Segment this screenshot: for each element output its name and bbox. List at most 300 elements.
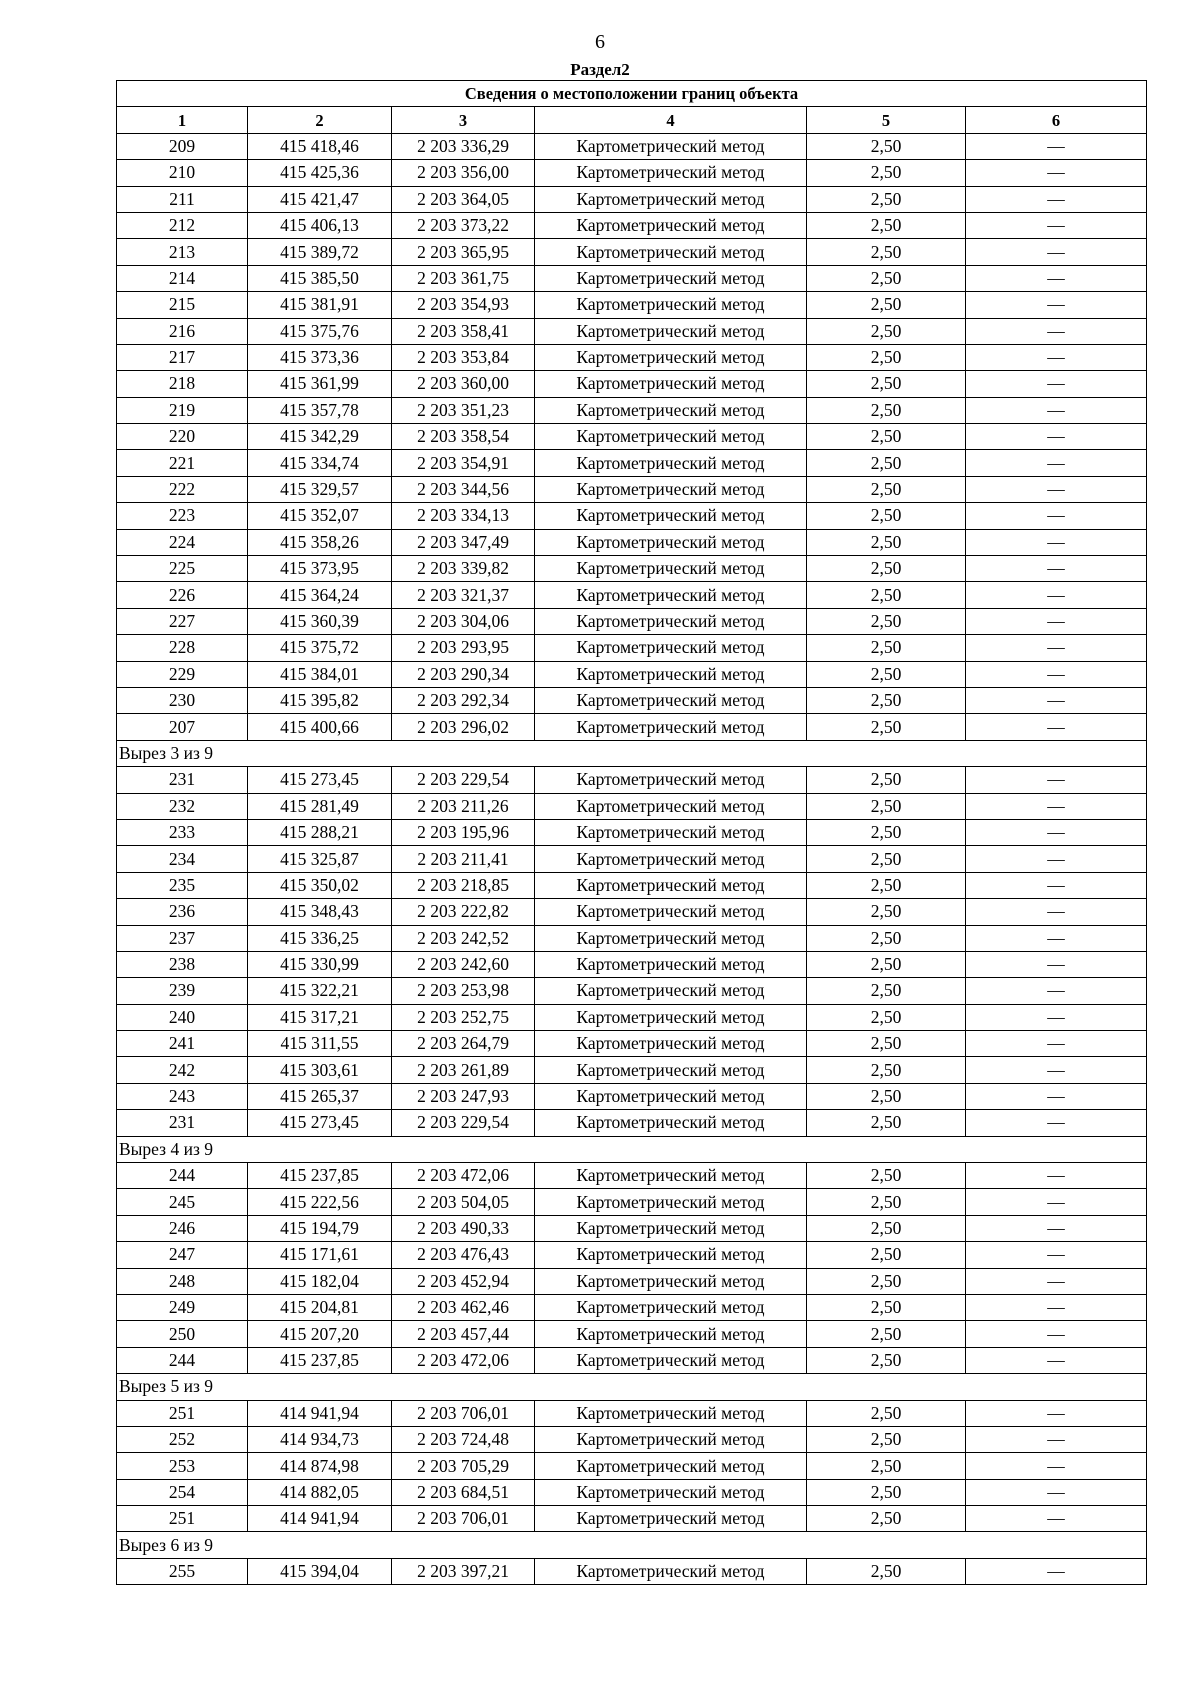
coordinate-x-cell: 414 882,05 bbox=[248, 1479, 392, 1505]
point-number-cell: 252 bbox=[117, 1426, 248, 1452]
table-row bbox=[117, 925, 1147, 951]
table-row bbox=[117, 476, 1147, 502]
table-row bbox=[117, 1189, 1147, 1215]
coordinate-y-cell: 2 203 724,48 bbox=[392, 1426, 535, 1452]
coordinate-y-cell: 2 203 253,98 bbox=[392, 978, 535, 1004]
coordinate-y-cell: 2 203 293,95 bbox=[392, 635, 535, 661]
coordinate-x-cell: 415 357,78 bbox=[248, 397, 392, 423]
accuracy-cell: 2,50 bbox=[807, 635, 966, 661]
coordinate-y-cell: 2 203 361,75 bbox=[392, 265, 535, 291]
point-number-cell: 250 bbox=[117, 1321, 248, 1347]
table-row bbox=[117, 635, 1147, 661]
coordinate-x-cell: 415 395,82 bbox=[248, 687, 392, 713]
accuracy-cell: 2,50 bbox=[807, 186, 966, 212]
coordinate-x-cell: 415 194,79 bbox=[248, 1215, 392, 1241]
coordinate-x-cell: 415 350,02 bbox=[248, 872, 392, 898]
method-cell: Картометрический метод bbox=[535, 978, 807, 1004]
coordinate-x-cell: 415 375,72 bbox=[248, 635, 392, 661]
point-number-cell: 226 bbox=[117, 582, 248, 608]
coordinate-x-cell: 415 281,49 bbox=[248, 793, 392, 819]
note-cell: — bbox=[966, 951, 1147, 977]
point-number-cell: 231 bbox=[117, 767, 248, 793]
table-row bbox=[117, 1215, 1147, 1241]
note-cell: — bbox=[966, 846, 1147, 872]
coordinate-y-cell: 2 203 195,96 bbox=[392, 819, 535, 845]
table-row bbox=[117, 819, 1147, 845]
method-cell: Картометрический метод bbox=[535, 371, 807, 397]
accuracy-cell: 2,50 bbox=[807, 899, 966, 925]
coordinate-y-cell: 2 203 356,00 bbox=[392, 160, 535, 186]
accuracy-cell: 2,50 bbox=[807, 661, 966, 687]
note-cell: — bbox=[966, 661, 1147, 687]
table-row bbox=[117, 1057, 1147, 1083]
method-cell: Картометрический метод bbox=[535, 1163, 807, 1189]
method-cell: Картометрический метод bbox=[535, 846, 807, 872]
coordinate-y-cell: 2 203 252,75 bbox=[392, 1004, 535, 1030]
coordinate-x-cell: 415 330,99 bbox=[248, 951, 392, 977]
point-number-cell: 223 bbox=[117, 503, 248, 529]
method-cell: Картометрический метод bbox=[535, 819, 807, 845]
coordinate-x-cell: 415 361,99 bbox=[248, 371, 392, 397]
coordinate-y-cell: 2 203 264,79 bbox=[392, 1031, 535, 1057]
method-cell: Картометрический метод bbox=[535, 608, 807, 634]
coordinate-x-cell: 415 418,46 bbox=[248, 133, 392, 159]
table-row bbox=[117, 1426, 1147, 1452]
point-number-cell: 229 bbox=[117, 661, 248, 687]
table-row bbox=[117, 424, 1147, 450]
method-cell: Картометрический метод bbox=[535, 1453, 807, 1479]
accuracy-cell: 2,50 bbox=[807, 371, 966, 397]
coordinate-y-cell: 2 203 490,33 bbox=[392, 1215, 535, 1241]
accuracy-cell: 2,50 bbox=[807, 556, 966, 582]
coordinate-y-cell: 2 203 353,84 bbox=[392, 344, 535, 370]
method-cell: Картометрический метод bbox=[535, 687, 807, 713]
note-cell: — bbox=[966, 424, 1147, 450]
accuracy-cell: 2,50 bbox=[807, 292, 966, 318]
note-cell: — bbox=[966, 1163, 1147, 1189]
method-cell: Картометрический метод bbox=[535, 635, 807, 661]
table-row bbox=[117, 714, 1147, 740]
note-cell: — bbox=[966, 318, 1147, 344]
coordinate-y-cell: 2 203 261,89 bbox=[392, 1057, 535, 1083]
coordinate-y-cell: 2 203 292,34 bbox=[392, 687, 535, 713]
accuracy-cell: 2,50 bbox=[807, 1558, 966, 1584]
method-cell: Картометрический метод bbox=[535, 1268, 807, 1294]
accuracy-cell: 2,50 bbox=[807, 503, 966, 529]
accuracy-cell: 2,50 bbox=[807, 344, 966, 370]
point-number-cell: 233 bbox=[117, 819, 248, 845]
coordinate-x-cell: 415 336,25 bbox=[248, 925, 392, 951]
coordinate-x-cell: 415 322,21 bbox=[248, 978, 392, 1004]
point-number-cell: 216 bbox=[117, 318, 248, 344]
method-cell: Картометрический метод bbox=[535, 239, 807, 265]
table-row bbox=[117, 951, 1147, 977]
table-row bbox=[117, 503, 1147, 529]
coordinate-y-cell: 2 203 684,51 bbox=[392, 1479, 535, 1505]
table-row bbox=[117, 1558, 1147, 1584]
point-number-cell: 225 bbox=[117, 556, 248, 582]
table-row bbox=[117, 687, 1147, 713]
note-cell: — bbox=[966, 714, 1147, 740]
column-number: 6 bbox=[966, 107, 1147, 133]
point-number-cell: 215 bbox=[117, 292, 248, 318]
table-row bbox=[117, 1110, 1147, 1136]
accuracy-cell: 2,50 bbox=[807, 793, 966, 819]
table-row bbox=[117, 1479, 1147, 1505]
note-cell: — bbox=[966, 1110, 1147, 1136]
note-cell: — bbox=[966, 1453, 1147, 1479]
note-cell: — bbox=[966, 582, 1147, 608]
accuracy-cell: 2,50 bbox=[807, 318, 966, 344]
accuracy-cell: 2,50 bbox=[807, 978, 966, 1004]
method-cell: Картометрический метод bbox=[535, 661, 807, 687]
table-row bbox=[117, 767, 1147, 793]
accuracy-cell: 2,50 bbox=[807, 1031, 966, 1057]
coordinate-x-cell: 415 317,21 bbox=[248, 1004, 392, 1030]
accuracy-cell: 2,50 bbox=[807, 1057, 966, 1083]
point-number-cell: 221 bbox=[117, 450, 248, 476]
coordinate-x-cell: 415 425,36 bbox=[248, 160, 392, 186]
table-row bbox=[117, 872, 1147, 898]
coordinate-x-cell: 414 874,98 bbox=[248, 1453, 392, 1479]
point-number-cell: 239 bbox=[117, 978, 248, 1004]
note-cell: — bbox=[966, 767, 1147, 793]
point-number-cell: 220 bbox=[117, 424, 248, 450]
point-number-cell: 244 bbox=[117, 1163, 248, 1189]
method-cell: Картометрический метод bbox=[535, 1506, 807, 1532]
method-cell: Картометрический метод bbox=[535, 1242, 807, 1268]
method-cell: Картометрический метод bbox=[535, 1426, 807, 1452]
coordinate-x-cell: 414 934,73 bbox=[248, 1426, 392, 1452]
point-number-cell: 238 bbox=[117, 951, 248, 977]
note-cell: — bbox=[966, 1558, 1147, 1584]
note-cell: — bbox=[966, 133, 1147, 159]
accuracy-cell: 2,50 bbox=[807, 819, 966, 845]
coordinate-y-cell: 2 203 457,44 bbox=[392, 1321, 535, 1347]
coordinate-y-cell: 2 203 397,21 bbox=[392, 1558, 535, 1584]
method-cell: Картометрический метод bbox=[535, 1189, 807, 1215]
table-row bbox=[117, 556, 1147, 582]
note-cell: — bbox=[966, 925, 1147, 951]
method-cell: Картометрический метод bbox=[535, 767, 807, 793]
coordinate-x-cell: 415 342,29 bbox=[248, 424, 392, 450]
coordinate-x-cell: 414 941,94 bbox=[248, 1506, 392, 1532]
method-cell: Картометрический метод bbox=[535, 476, 807, 502]
note-cell: — bbox=[966, 635, 1147, 661]
section-title: Раздел2 bbox=[570, 60, 630, 79]
note-cell: — bbox=[966, 1426, 1147, 1452]
method-cell: Картометрический метод bbox=[535, 556, 807, 582]
method-cell: Картометрический метод bbox=[535, 899, 807, 925]
coordinate-y-cell: 2 203 365,95 bbox=[392, 239, 535, 265]
table-row bbox=[117, 212, 1147, 238]
method-cell: Картометрический метод bbox=[535, 186, 807, 212]
coordinate-x-cell: 415 373,95 bbox=[248, 556, 392, 582]
method-cell: Картометрический метод bbox=[535, 1400, 807, 1426]
note-cell: — bbox=[966, 556, 1147, 582]
table-row bbox=[117, 793, 1147, 819]
cutout-group-label: Вырез 4 из 9 bbox=[117, 1136, 1147, 1162]
coordinate-x-cell: 415 334,74 bbox=[248, 450, 392, 476]
method-cell: Картометрический метод bbox=[535, 292, 807, 318]
accuracy-cell: 2,50 bbox=[807, 1453, 966, 1479]
point-number-cell: 228 bbox=[117, 635, 248, 661]
accuracy-cell: 2,50 bbox=[807, 1163, 966, 1189]
point-number-cell: 248 bbox=[117, 1268, 248, 1294]
table-row bbox=[117, 1031, 1147, 1057]
accuracy-cell: 2,50 bbox=[807, 1083, 966, 1109]
table-row bbox=[117, 846, 1147, 872]
note-cell: — bbox=[966, 687, 1147, 713]
note-cell: — bbox=[966, 186, 1147, 212]
method-cell: Картометрический метод bbox=[535, 450, 807, 476]
cutout-group-label: Вырез 3 из 9 bbox=[117, 740, 1147, 766]
coordinate-x-cell: 415 364,24 bbox=[248, 582, 392, 608]
table-row bbox=[117, 1294, 1147, 1320]
method-cell: Картометрический метод bbox=[535, 424, 807, 450]
note-cell: — bbox=[966, 476, 1147, 502]
coordinate-x-cell: 415 273,45 bbox=[248, 1110, 392, 1136]
accuracy-cell: 2,50 bbox=[807, 239, 966, 265]
accuracy-cell: 2,50 bbox=[807, 1347, 966, 1373]
accuracy-cell: 2,50 bbox=[807, 1506, 966, 1532]
cutout-group-row bbox=[117, 740, 1147, 766]
accuracy-cell: 2,50 bbox=[807, 212, 966, 238]
point-number-cell: 241 bbox=[117, 1031, 248, 1057]
table-caption: Сведения о местоположении границ объекта bbox=[117, 81, 1147, 107]
coordinate-y-cell: 2 203 211,41 bbox=[392, 846, 535, 872]
note-cell: — bbox=[966, 1506, 1147, 1532]
accuracy-cell: 2,50 bbox=[807, 1479, 966, 1505]
coordinate-x-cell: 415 222,56 bbox=[248, 1189, 392, 1215]
note-cell: — bbox=[966, 529, 1147, 555]
table-body bbox=[117, 81, 1147, 1585]
table-row bbox=[117, 899, 1147, 925]
coordinate-y-cell: 2 203 452,94 bbox=[392, 1268, 535, 1294]
point-number-cell: 242 bbox=[117, 1057, 248, 1083]
cutout-group-row bbox=[117, 1374, 1147, 1400]
table-row bbox=[117, 344, 1147, 370]
coordinate-x-cell: 415 385,50 bbox=[248, 265, 392, 291]
coordinate-y-cell: 2 203 229,54 bbox=[392, 1110, 535, 1136]
column-number-row bbox=[117, 107, 1147, 133]
point-number-cell: 247 bbox=[117, 1242, 248, 1268]
point-number-cell: 237 bbox=[117, 925, 248, 951]
accuracy-cell: 2,50 bbox=[807, 608, 966, 634]
coordinate-x-cell: 415 325,87 bbox=[248, 846, 392, 872]
point-number-cell: 244 bbox=[117, 1347, 248, 1373]
note-cell: — bbox=[966, 1031, 1147, 1057]
table-row bbox=[117, 1506, 1147, 1532]
table-row bbox=[117, 1163, 1147, 1189]
coordinate-x-cell: 415 288,21 bbox=[248, 819, 392, 845]
method-cell: Картометрический метод bbox=[535, 1215, 807, 1241]
accuracy-cell: 2,50 bbox=[807, 424, 966, 450]
coordinate-x-cell: 415 400,66 bbox=[248, 714, 392, 740]
method-cell: Картометрический метод bbox=[535, 1558, 807, 1584]
coordinate-y-cell: 2 203 218,85 bbox=[392, 872, 535, 898]
method-cell: Картометрический метод bbox=[535, 1294, 807, 1320]
point-number-cell: 254 bbox=[117, 1479, 248, 1505]
note-cell: — bbox=[966, 1268, 1147, 1294]
coordinate-y-cell: 2 203 373,22 bbox=[392, 212, 535, 238]
coordinate-y-cell: 2 203 358,41 bbox=[392, 318, 535, 344]
method-cell: Картометрический метод bbox=[535, 265, 807, 291]
coordinate-x-cell: 415 237,85 bbox=[248, 1347, 392, 1373]
coordinate-x-cell: 415 373,36 bbox=[248, 344, 392, 370]
coordinate-y-cell: 2 203 706,01 bbox=[392, 1400, 535, 1426]
accuracy-cell: 2,50 bbox=[807, 925, 966, 951]
coordinate-x-cell: 415 375,76 bbox=[248, 318, 392, 344]
table-row bbox=[117, 239, 1147, 265]
point-number-cell: 246 bbox=[117, 1215, 248, 1241]
point-number-cell: 222 bbox=[117, 476, 248, 502]
coordinate-y-cell: 2 203 339,82 bbox=[392, 556, 535, 582]
coordinate-y-cell: 2 203 504,05 bbox=[392, 1189, 535, 1215]
coordinate-y-cell: 2 203 242,52 bbox=[392, 925, 535, 951]
table-row bbox=[117, 1083, 1147, 1109]
cutout-group-row bbox=[117, 1136, 1147, 1162]
coordinate-y-cell: 2 203 705,29 bbox=[392, 1453, 535, 1479]
table-row bbox=[117, 1321, 1147, 1347]
table-row bbox=[117, 1347, 1147, 1373]
coordinate-x-cell: 415 381,91 bbox=[248, 292, 392, 318]
point-number-cell: 210 bbox=[117, 160, 248, 186]
column-number: 2 bbox=[248, 107, 392, 133]
accuracy-cell: 2,50 bbox=[807, 1110, 966, 1136]
coordinate-x-cell: 415 171,61 bbox=[248, 1242, 392, 1268]
boundary-coordinates-table bbox=[116, 80, 1147, 1585]
point-number-cell: 245 bbox=[117, 1189, 248, 1215]
note-cell: — bbox=[966, 608, 1147, 634]
table-row bbox=[117, 661, 1147, 687]
method-cell: Картометрический метод bbox=[535, 582, 807, 608]
accuracy-cell: 2,50 bbox=[807, 476, 966, 502]
accuracy-cell: 2,50 bbox=[807, 1004, 966, 1030]
note-cell: — bbox=[966, 450, 1147, 476]
table-row bbox=[117, 1268, 1147, 1294]
method-cell: Картометрический метод bbox=[535, 1004, 807, 1030]
page-number: 6 bbox=[595, 31, 605, 53]
accuracy-cell: 2,50 bbox=[807, 846, 966, 872]
point-number-cell: 219 bbox=[117, 397, 248, 423]
table-row bbox=[117, 133, 1147, 159]
method-cell: Картометрический метод bbox=[535, 1057, 807, 1083]
method-cell: Картометрический метод bbox=[535, 529, 807, 555]
point-number-cell: 218 bbox=[117, 371, 248, 397]
coordinate-x-cell: 414 941,94 bbox=[248, 1400, 392, 1426]
table-row bbox=[117, 608, 1147, 634]
note-cell: — bbox=[966, 344, 1147, 370]
point-number-cell: 236 bbox=[117, 899, 248, 925]
point-number-cell: 230 bbox=[117, 687, 248, 713]
note-cell: — bbox=[966, 1347, 1147, 1373]
coordinate-y-cell: 2 203 211,26 bbox=[392, 793, 535, 819]
coordinate-y-cell: 2 203 229,54 bbox=[392, 767, 535, 793]
column-number: 5 bbox=[807, 107, 966, 133]
coordinate-y-cell: 2 203 296,02 bbox=[392, 714, 535, 740]
point-number-cell: 207 bbox=[117, 714, 248, 740]
coordinate-x-cell: 415 421,47 bbox=[248, 186, 392, 212]
accuracy-cell: 2,50 bbox=[807, 1321, 966, 1347]
table-row bbox=[117, 371, 1147, 397]
accuracy-cell: 2,50 bbox=[807, 872, 966, 898]
coordinate-y-cell: 2 203 290,34 bbox=[392, 661, 535, 687]
cutout-group-row bbox=[117, 1532, 1147, 1558]
coordinate-x-cell: 415 207,20 bbox=[248, 1321, 392, 1347]
point-number-cell: 209 bbox=[117, 133, 248, 159]
column-number: 3 bbox=[392, 107, 535, 133]
accuracy-cell: 2,50 bbox=[807, 767, 966, 793]
point-number-cell: 212 bbox=[117, 212, 248, 238]
note-cell: — bbox=[966, 1242, 1147, 1268]
point-number-cell: 214 bbox=[117, 265, 248, 291]
coordinate-x-cell: 415 406,13 bbox=[248, 212, 392, 238]
coordinate-x-cell: 415 389,72 bbox=[248, 239, 392, 265]
point-number-cell: 211 bbox=[117, 186, 248, 212]
column-number: 4 bbox=[535, 107, 807, 133]
coordinate-y-cell: 2 203 472,06 bbox=[392, 1163, 535, 1189]
accuracy-cell: 2,50 bbox=[807, 450, 966, 476]
method-cell: Картометрический метод bbox=[535, 1083, 807, 1109]
point-number-cell: 224 bbox=[117, 529, 248, 555]
cutout-group-label: Вырез 5 из 9 bbox=[117, 1374, 1147, 1400]
coordinate-y-cell: 2 203 354,91 bbox=[392, 450, 535, 476]
coordinate-x-cell: 415 265,37 bbox=[248, 1083, 392, 1109]
coordinate-x-cell: 415 348,43 bbox=[248, 899, 392, 925]
coordinate-x-cell: 415 204,81 bbox=[248, 1294, 392, 1320]
method-cell: Картометрический метод bbox=[535, 1321, 807, 1347]
method-cell: Картометрический метод bbox=[535, 212, 807, 238]
point-number-cell: 217 bbox=[117, 344, 248, 370]
method-cell: Картометрический метод bbox=[535, 714, 807, 740]
method-cell: Картометрический метод bbox=[535, 503, 807, 529]
note-cell: — bbox=[966, 265, 1147, 291]
table-row bbox=[117, 186, 1147, 212]
table-row bbox=[117, 1004, 1147, 1030]
note-cell: — bbox=[966, 1479, 1147, 1505]
coordinate-y-cell: 2 203 247,93 bbox=[392, 1083, 535, 1109]
accuracy-cell: 2,50 bbox=[807, 714, 966, 740]
coordinate-x-cell: 415 182,04 bbox=[248, 1268, 392, 1294]
coordinate-y-cell: 2 203 462,46 bbox=[392, 1294, 535, 1320]
accuracy-cell: 2,50 bbox=[807, 1215, 966, 1241]
note-cell: — bbox=[966, 371, 1147, 397]
table-caption-row bbox=[117, 81, 1147, 107]
coordinate-x-cell: 415 329,57 bbox=[248, 476, 392, 502]
table-row bbox=[117, 1453, 1147, 1479]
note-cell: — bbox=[966, 160, 1147, 186]
point-number-cell: 243 bbox=[117, 1083, 248, 1109]
note-cell: — bbox=[966, 1189, 1147, 1215]
method-cell: Картометрический метод bbox=[535, 133, 807, 159]
accuracy-cell: 2,50 bbox=[807, 529, 966, 555]
note-cell: — bbox=[966, 212, 1147, 238]
method-cell: Картометрический метод bbox=[535, 344, 807, 370]
method-cell: Картометрический метод bbox=[535, 925, 807, 951]
coordinate-x-cell: 415 360,39 bbox=[248, 608, 392, 634]
method-cell: Картометрический метод bbox=[535, 160, 807, 186]
table-row bbox=[117, 1400, 1147, 1426]
coordinate-y-cell: 2 203 351,23 bbox=[392, 397, 535, 423]
table-row bbox=[117, 318, 1147, 344]
coordinate-y-cell: 2 203 364,05 bbox=[392, 186, 535, 212]
note-cell: — bbox=[966, 239, 1147, 265]
table-row bbox=[117, 450, 1147, 476]
point-number-cell: 232 bbox=[117, 793, 248, 819]
coordinate-y-cell: 2 203 334,13 bbox=[392, 503, 535, 529]
note-cell: — bbox=[966, 1321, 1147, 1347]
